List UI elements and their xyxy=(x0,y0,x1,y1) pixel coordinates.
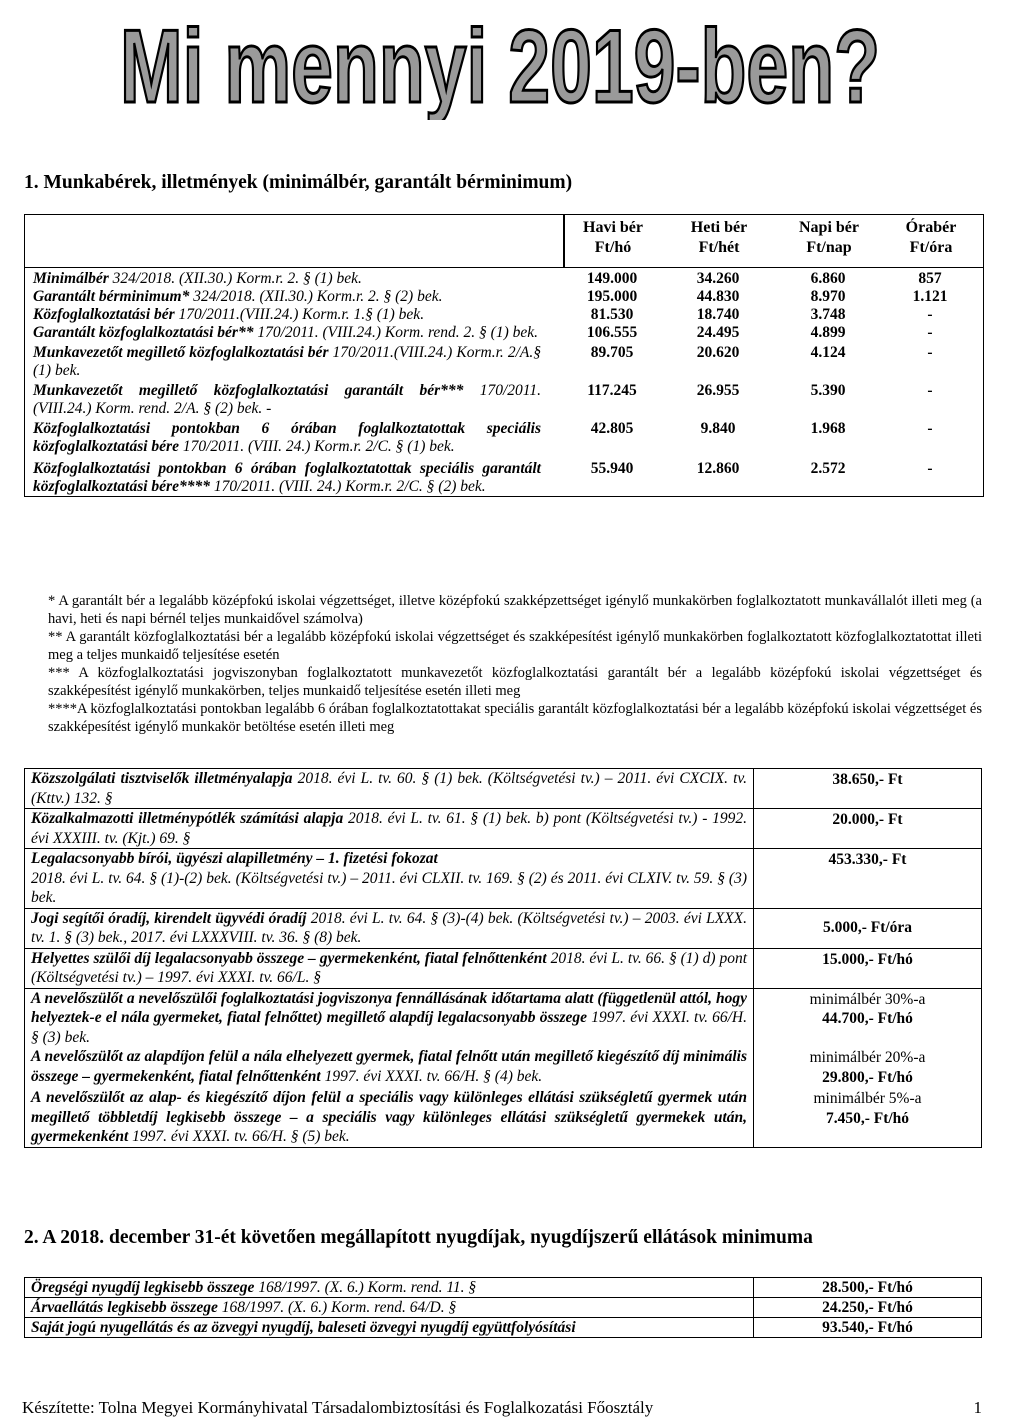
table-row: A nevelőszülőt a nevelőszülői foglalkoztatási jogviszonya fennállásának időtartama alatt (függetlenül attól, hogy helyeztek-e el nála gyermeket, fiatal felnőttet) megillető alapdíj legalacsonyabb összege 1997. évi XXXI. tv. 66/H. § (3) bek. minimálbér 30%-a 44.700,- Ft/hó xyxy=(25,988,982,1047)
table-row: A nevelőszülőt az alapdíjon felül a nála elhelyezett gyermek, fiatal felnőtt után megillető kiegészítő díj minimális összege – gyermekenként, fiatal felnőttenként 1997. évi XXXI. tv. 66/H. § (4) bek. minimálbér 20%-a 29.800,- Ft/hó xyxy=(25,1047,982,1088)
title-text: Mi mennyi 2019-ben? xyxy=(120,9,880,120)
title-graphic xyxy=(100,2,900,120)
footnotes xyxy=(24,592,982,736)
table-row: Közalkalmazotti illetménypótlék számítási alapja 2018. évi L. tv. 61. § (1) bek. b) pont (Költségvetési tv.) - 1992. évi XXXIII. tv. (Kjt.) 69. § 20.000,- Ft xyxy=(25,809,982,849)
table-row: A nevelőszülőt az alap- és kiegészítő díjon felül a speciális vagy különleges ellátási szükségletű gyermek után megillető többletdíj legkisebb összege – a speciális vagy különleges ellátási szükségletű gyermekek után, gyermekenként 1997. évi XXXI. tv. 66/H. § (5) bek. minimálbér 5%-a 7.450,- Ft/hó xyxy=(25,1088,982,1147)
col-header-weekly: Heti bér Ft/hét xyxy=(690,219,748,256)
table-row: Helyettes szülői díj legalacsonyabb összege – gyermekenként, fiatal felnőttenként 2018. évi L. tv. 66. § (1) d) pont (Költségvetési tv.) – 1997. évi XXXI. tv. 66/L. § 15.000,- Ft/hó xyxy=(25,948,982,988)
footnote: ****A közfoglalkoztatási pontokban legalább 6 órában foglalkoztatottakat speciális garantált közfoglalkoztatási bér a legalább középfokú iskolai végzettséget és szakképesítést igénylő munkakör betöltése esetén illeti meg xyxy=(48,701,982,735)
table-row: Közszolgálati tisztviselők illetményalapja 2018. évi L. tv. 60. § (1) bek. (Költségvetési tv.) – 2011. évi CXCIX. tv. (Kttv.) 132. § 38.650,- Ft xyxy=(25,769,982,809)
table-row: Saját jogú nyugellátás és az özvegyi nyugdíj, baleseti özvegyi nyugdíj együttfolyósítási 93.540,- Ft/hó xyxy=(25,1318,982,1338)
footnote: * A garantált bér a legalább középfokú iskolai végzettséget, illetve középfokú szakképzettséget igénylő munkakörben foglalkoztatott munkavállalót illeti meg (a havi, heti és napi bérnél teljes munkaidővel számolva) xyxy=(48,593,982,627)
wordart-title xyxy=(100,2,900,120)
wages-table xyxy=(24,214,984,497)
page-number: 1 xyxy=(973,1398,982,1417)
table-row: Garantált bérminimum* 324/2018. (XII.30.) Korm.r. 2. § (2) bek. 195.000 44.830 8.970 1.121 xyxy=(33,288,948,305)
col-header-daily: Napi bér Ft/nap xyxy=(799,219,859,256)
table-row: Garantált közfoglalkoztatási bér** 170/2011. (VIII.24.) Korm. rend. 2. § (1) bek. 106.555 24.495 4.899 - xyxy=(33,324,933,341)
wages-table-header xyxy=(25,215,983,267)
divider xyxy=(563,215,565,267)
table-row: Közfoglalkoztatási bér 170/2011.(VIII.24.) Korm.r. 1.§ (1) bek. 81.530 18.740 3.748 - xyxy=(33,306,933,323)
table-row: Közfoglalkoztatási pontokban 6 órában foglalkoztatottak speciális garantált közfoglalkoztatási bére**** 170/2011. (VIII. 24.) Korm.r. 2/C. § (2) bek. 55.940 12.860 2.572 - xyxy=(33,460,933,495)
col-header-monthly: Havi bér Ft/hó xyxy=(583,219,643,256)
col-header-hourly: Órabér Ft/óra xyxy=(905,219,957,256)
table-row: Árvaellátás legkisebb összege 168/1997. (X. 6.) Korm. rend. 64/D. § 24.250,- Ft/hó xyxy=(25,1298,982,1318)
table-row: Legalacsonyabb bírói, ügyészi alapilletmény – 1. fizetési fokozat 2018. évi L. tv. 64. § (1)-(2) bek. (Költségvetési tv.) – 2011. évi CLXII. tv. 169. § (2) és 2011. évi CLXIV. tv. 59. § (3) bek. 453.330,- Ft xyxy=(25,849,982,909)
table-row: Öregségi nyugdíj legkisebb összege 168/1997. (X. 6.) Korm. rend. 11. § 28.500,- Ft/hó xyxy=(25,1278,982,1298)
table-row: Munkavezetőt megillető közfoglalkoztatási garantált bér*** 170/2011. (VIII.24.) Korm. rend. 2/A. § (2) bek. - 117.245 26.955 5.390 - xyxy=(33,382,933,417)
section2-heading: 2. A 2018. december 31-ét követően megállapított nyugdíjak, nyugdíjszerű ellátások minimuma xyxy=(24,1227,813,1248)
footer-credit: Készítette: Tolna Megyei Kormányhivatal Társadalombiztosítási és Foglalkozatási Főosztály xyxy=(22,1398,654,1417)
pension-minimum-table xyxy=(24,1277,982,1338)
table-row: Közfoglalkoztatási pontokban 6 órában foglalkoztatottak speciális közfoglalkoztatási bére 170/2011. (VIII. 24.) Korm.r. 2/C. § (1) bek. 42.805 9.840 1.968 - xyxy=(33,420,933,455)
table-row: Munkavezetőt megillető közfoglalkoztatási bér 170/2011.(VIII.24.) Korm.r. 2/A.§ (1) bek. 89.705 20.620 4.124 - xyxy=(33,344,933,379)
base-amounts-table xyxy=(24,768,982,1148)
section1-heading: 1. Munkabérek, illetmények (minimálbér, garantált bérminimum) xyxy=(24,172,573,193)
footnote: ** A garantált közfoglalkoztatási bér a legalább középfokú iskolai végzettséget és szakképesítést igénylő munkakörben foglalkoztatott közfoglalkoztatottat illeti meg a teljes munkaidő teljesítése esetén xyxy=(48,629,982,663)
table-row: Jogi segítői óradíj, kirendelt ügyvédi óradíj 2018. évi L. tv. 64. § (3)-(4) bek. (Költségvetési tv.) – 2003. évi LXXX. tv. 1. § (3) bek., 2017. évi LXXXVIII. tv. 36. § (8) bek. 5.000,- Ft/óra xyxy=(25,908,982,948)
footnote: *** A közfoglalkoztatási jogviszonyban foglalkoztatott munkavezetőt közfoglalkoztatási garantált bér a legalább középfokú iskolai végzettséget és szakképesítést igénylő munkakörben, teljes munkaidő teljesítése esetén illeti meg xyxy=(48,665,982,699)
page-footer xyxy=(22,1398,982,1418)
table-row: Minimálbér 324/2018. (XII.30.) Korm.r. 2. § (1) bek. 149.000 34.260 6.860 857 xyxy=(33,270,942,287)
